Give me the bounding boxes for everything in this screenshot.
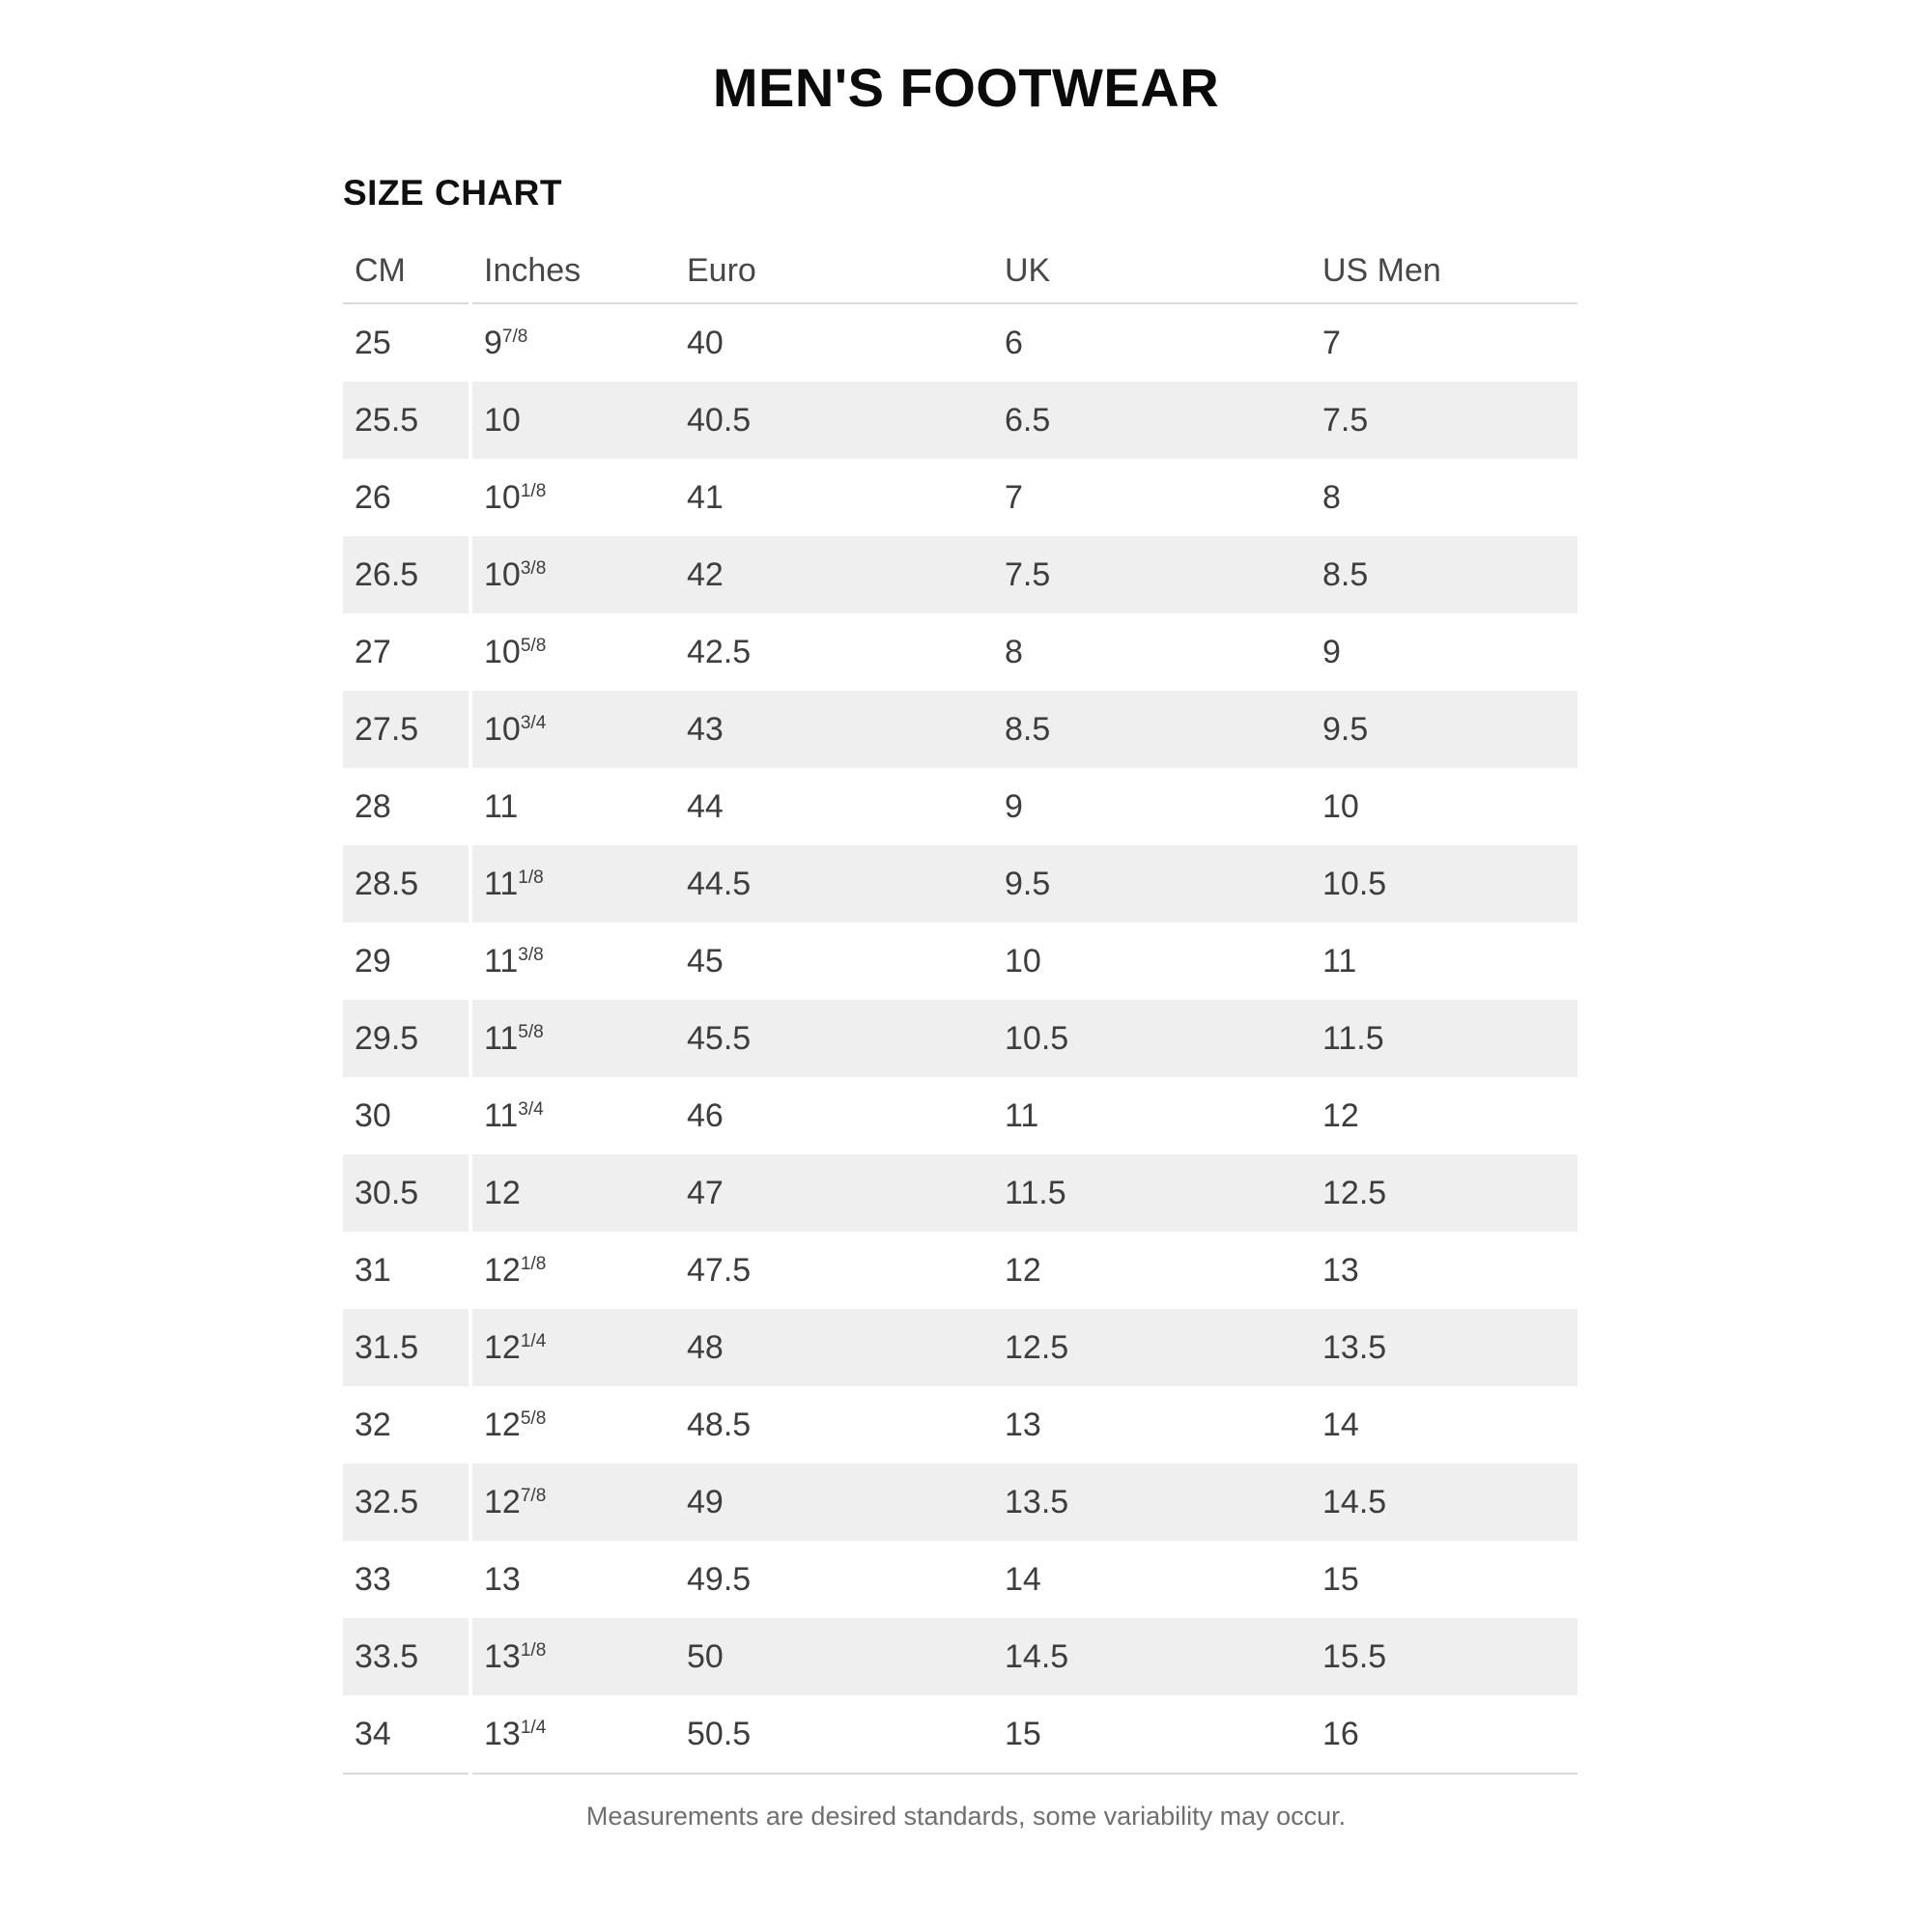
table-row [343, 459, 1577, 536]
cell-euro: 41 [687, 478, 724, 516]
column-header-uk: UK [993, 239, 1311, 303]
table-row [343, 1077, 1577, 1154]
cell-uk: 10 [1005, 942, 1041, 980]
cell-cm: 28 [343, 768, 470, 845]
cell-inches: $11^{3/8}$ [484, 942, 544, 980]
cell-us-men: 11 [1322, 942, 1357, 980]
cell-euro: 45.5 [675, 1000, 993, 1077]
inches-fraction: 3/8 [520, 557, 547, 579]
cell-cm: 25.5 [343, 382, 470, 459]
cell-inches: $10^{3/8}$ [470, 536, 675, 613]
cell-euro: 45 [687, 942, 724, 980]
cell-euro: 49 [675, 1463, 993, 1541]
cell-inches: $9^{7/8}$ [484, 324, 528, 361]
cell-uk: 11 [1005, 1096, 1039, 1134]
cell-us-men: 10 [1322, 787, 1359, 825]
cell-uk: 12.5 [993, 1309, 1311, 1386]
cell-inches: $10^{5/8}$ [484, 633, 547, 670]
cell-us-men: 9 [1322, 633, 1341, 670]
cell-inches: 13 [484, 1560, 521, 1598]
table-header-row [343, 239, 1577, 303]
cell-us-men: 13 [1322, 1251, 1359, 1289]
section-title: SIZE CHART [343, 173, 562, 213]
cell-uk: 9.5 [993, 845, 1311, 923]
table-row [343, 1695, 1577, 1774]
cell-us-men: 13.5 [1311, 1309, 1577, 1386]
cell-euro: 49.5 [687, 1560, 752, 1598]
table-row [343, 691, 1577, 768]
cell-us-men: 7 [1322, 324, 1341, 361]
inches-fraction: 7/8 [520, 1485, 547, 1506]
cell-inches: 12 [470, 1154, 675, 1232]
column-header-cm: CM [343, 239, 470, 303]
cell-uk: 13 [1005, 1406, 1041, 1443]
cell-cm: 31.5 [343, 1309, 470, 1386]
table-row [343, 1386, 1577, 1463]
cell-us-men: 9.5 [1311, 691, 1577, 768]
inches-fraction: 3/4 [518, 1098, 544, 1120]
cell-inches: 11 [484, 787, 519, 825]
footnote: Measurements are desired standards, some variability may occur. [585, 1802, 1347, 1831]
cell-us-men: 8 [1322, 478, 1341, 516]
cell-cm: 29.5 [343, 1000, 470, 1077]
cell-euro: 44.5 [675, 845, 993, 923]
cell-uk: 14 [1005, 1560, 1041, 1598]
cell-us-men: 12 [1322, 1096, 1359, 1134]
table-row [343, 1463, 1577, 1541]
column-header-us-men: US Men [1311, 239, 1577, 303]
cell-euro: 42.5 [687, 633, 752, 670]
cell-cm: 27.5 [343, 691, 470, 768]
table-row [343, 1309, 1577, 1386]
inches-fraction: 1/4 [520, 1330, 547, 1351]
table-row [343, 1541, 1577, 1618]
cell-cm: 26 [343, 459, 470, 536]
cell-inches: $12^{1/4}$ [470, 1309, 675, 1386]
cell-uk: 7.5 [993, 536, 1311, 613]
cell-inches: $11^{3/4}$ [484, 1096, 544, 1134]
table-row [343, 768, 1577, 845]
cell-cm: 32 [343, 1386, 470, 1463]
cell-us-men: 14 [1322, 1406, 1359, 1443]
cell-euro: 50 [675, 1618, 993, 1695]
cell-inches: $10^{1/8}$ [484, 478, 547, 516]
cell-inches: $13^{1/8}$ [470, 1618, 675, 1695]
cell-euro: 47 [675, 1154, 993, 1232]
cell-cm: 34 [343, 1695, 470, 1774]
cell-us-men: 11.5 [1311, 1000, 1577, 1077]
cell-uk: 11.5 [993, 1154, 1311, 1232]
inches-fraction: 1/8 [520, 1639, 547, 1661]
cell-cm: 31 [343, 1232, 470, 1309]
cell-inches: $12^{5/8}$ [484, 1406, 547, 1443]
table-row [343, 536, 1577, 613]
cell-euro: 40 [687, 324, 724, 361]
cell-euro: 50.5 [675, 1695, 993, 1774]
cell-inches: 10 [470, 382, 675, 459]
size-table-body [343, 303, 1577, 1774]
inches-fraction: 1/8 [518, 867, 544, 888]
inches-fraction: 7/8 [501, 326, 528, 347]
inches-fraction: 5/8 [520, 635, 547, 656]
cell-us-men: 7.5 [1311, 382, 1577, 459]
cell-uk: 8.5 [993, 691, 1311, 768]
cell-uk: 6 [1005, 324, 1023, 361]
cell-cm: 29 [343, 923, 470, 1000]
size-chart-table [343, 239, 1577, 1775]
cell-inches: $11^{5/8}$ [470, 1000, 675, 1077]
column-header-inches: Inches [470, 239, 675, 303]
inches-fraction: 1/4 [520, 1717, 547, 1738]
cell-us-men: 16 [1311, 1695, 1577, 1774]
cell-cm: 30 [343, 1077, 470, 1154]
inches-fraction: 3/8 [518, 944, 544, 965]
cell-uk: 10.5 [993, 1000, 1311, 1077]
cell-cm: 26.5 [343, 536, 470, 613]
cell-cm: 25 [343, 303, 470, 382]
cell-us-men: 10.5 [1311, 845, 1577, 923]
cell-euro: 48.5 [687, 1406, 752, 1443]
cell-uk: 8 [1005, 633, 1023, 670]
cell-inches: $10^{3/4}$ [470, 691, 675, 768]
inches-fraction: 1/8 [520, 1253, 547, 1274]
cell-cm: 33.5 [343, 1618, 470, 1695]
table-row [343, 923, 1577, 1000]
table-row [343, 1154, 1577, 1232]
size-chart-table-container [343, 239, 1577, 1775]
cell-us-men: 14.5 [1311, 1463, 1577, 1541]
cell-uk: 12 [1005, 1251, 1041, 1289]
table-row [343, 303, 1577, 382]
cell-uk: 9 [1005, 787, 1023, 825]
cell-uk: 15 [993, 1695, 1311, 1774]
inches-fraction: 1/8 [520, 480, 547, 501]
cell-uk: 14.5 [993, 1618, 1311, 1695]
cell-us-men: 15 [1322, 1560, 1359, 1598]
table-row [343, 1618, 1577, 1695]
cell-euro: 40.5 [675, 382, 993, 459]
cell-us-men: 8.5 [1311, 536, 1577, 613]
cell-inches: $13^{1/4}$ [470, 1695, 675, 1774]
cell-inches: $11^{1/8}$ [470, 845, 675, 923]
cell-us-men: 15.5 [1311, 1618, 1577, 1695]
table-row [343, 613, 1577, 691]
cell-euro: 43 [675, 691, 993, 768]
cell-uk: 13.5 [993, 1463, 1311, 1541]
cell-euro: 47.5 [687, 1251, 752, 1289]
cell-euro: 42 [675, 536, 993, 613]
page-title: MEN'S FOOTWEAR [712, 57, 1220, 118]
cell-uk: 6.5 [993, 382, 1311, 459]
cell-inches: $12^{7/8}$ [470, 1463, 675, 1541]
cell-cm: 33 [343, 1541, 470, 1618]
cell-euro: 48 [675, 1309, 993, 1386]
cell-cm: 28.5 [343, 845, 470, 923]
inches-fraction: 3/4 [520, 712, 547, 733]
cell-euro: 46 [687, 1096, 724, 1134]
table-row [343, 382, 1577, 459]
table-row [343, 1000, 1577, 1077]
cell-euro: 44 [687, 787, 724, 825]
cell-us-men: 12.5 [1311, 1154, 1577, 1232]
cell-cm: 32.5 [343, 1463, 470, 1541]
table-row [343, 1232, 1577, 1309]
cell-uk: 7 [1005, 478, 1023, 516]
inches-fraction: 5/8 [520, 1407, 547, 1429]
inches-fraction: 5/8 [518, 1021, 544, 1042]
cell-cm: 27 [343, 613, 470, 691]
cell-cm: 30.5 [343, 1154, 470, 1232]
cell-inches: $12^{1/8}$ [484, 1251, 547, 1289]
table-row [343, 845, 1577, 923]
column-header-euro: Euro [675, 239, 993, 303]
